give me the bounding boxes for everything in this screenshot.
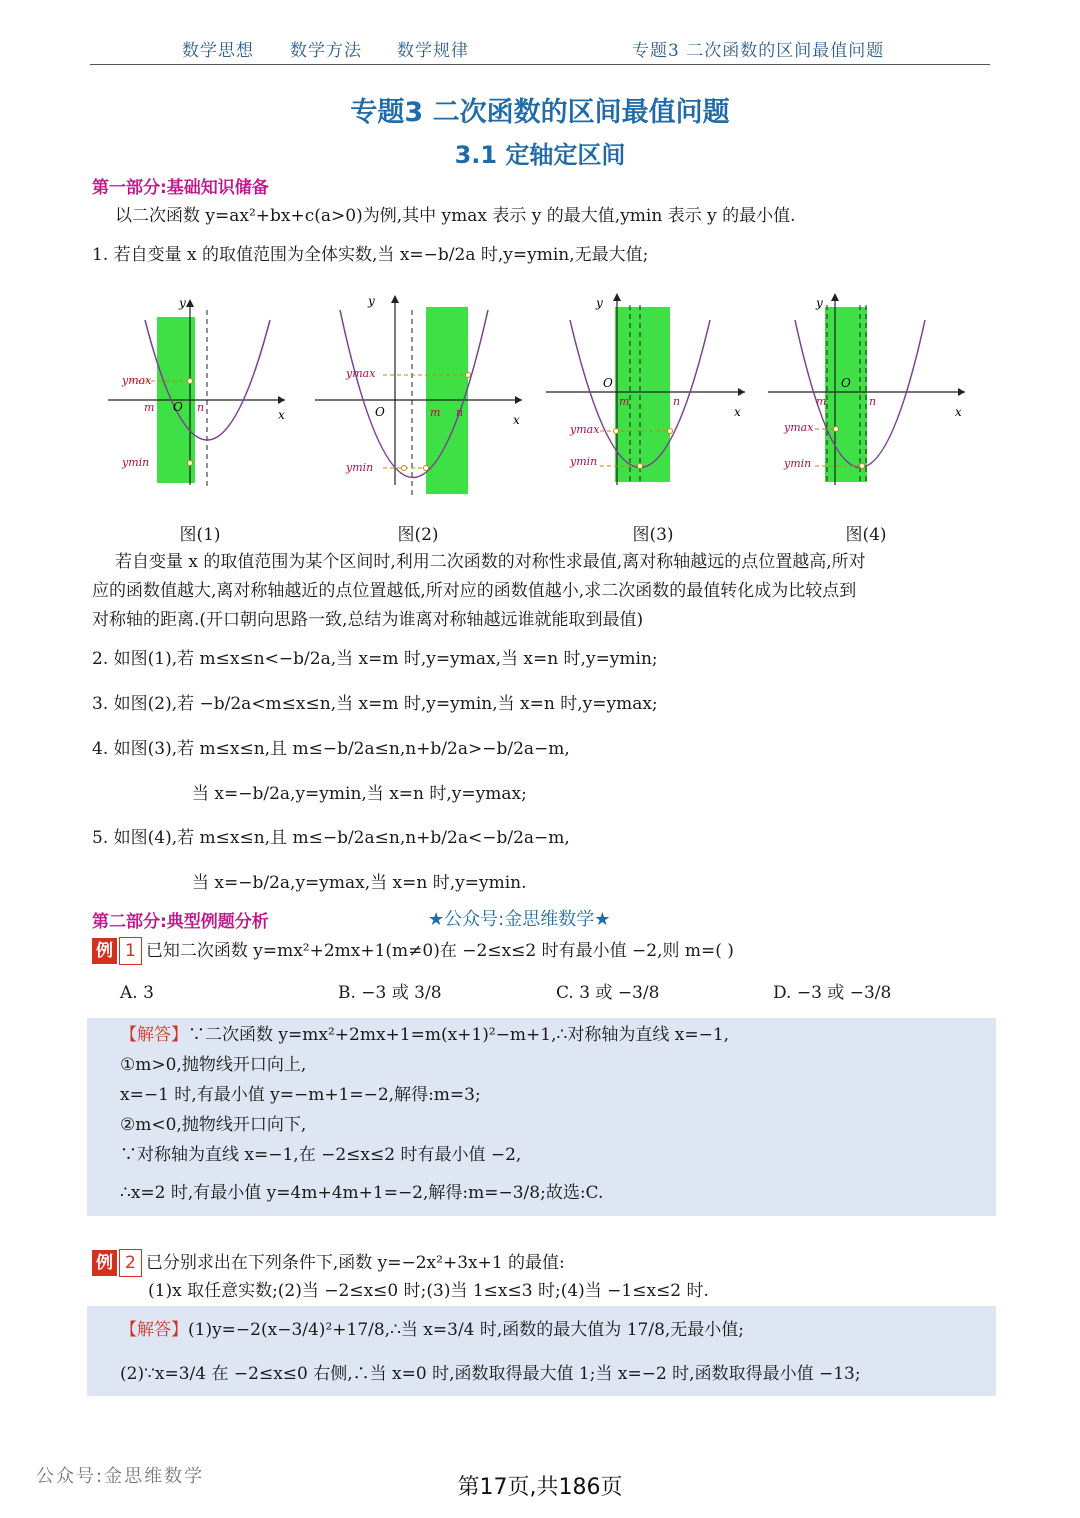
item-4: 4. 如图(3),若 m≤x≤n,且 m≤−b/2a≤n,n+b/2a>−b/2a−m, xyxy=(92,739,570,759)
point-ymax xyxy=(834,427,839,432)
solution-1-line-1 xyxy=(120,1022,729,1048)
solution-2-line-1 xyxy=(120,1317,744,1343)
y-arrow xyxy=(831,293,839,301)
solution-tag: 【解答】 xyxy=(120,1025,188,1045)
m-label: m xyxy=(816,395,827,408)
x-arrow xyxy=(958,388,965,396)
x-label: x xyxy=(734,405,741,419)
ymin-label: ymin xyxy=(346,461,374,474)
footer-wechat: 公众号:金思维数学 xyxy=(36,1466,205,1487)
solution-1-line-4: ②m<0,抛物线开口向下, xyxy=(120,1115,307,1135)
item-3: 3. 如图(2),若 −b/2a<m≤x≤n,当 x=m 时,y=ymin,当 x=n 时,y=ymax; xyxy=(92,694,658,714)
figure-3 xyxy=(546,293,745,485)
solution-1-line-2: ①m>0,抛物线开口向上, xyxy=(120,1055,307,1075)
ymin-label: ymin xyxy=(122,456,150,469)
figure-4 xyxy=(768,293,965,485)
part1-intro: 以二次函数 y=ax²+bx+c(a>0)为例,其中 ymax 表示 y 的最大值,ymin 表示 y 的最小值. xyxy=(115,206,796,226)
option-c: C. 3 或 −3/8 xyxy=(556,983,660,1003)
solution-1-line-3: x=−1 时,有最小值 y=−m+1=−2,解得:m=3; xyxy=(120,1085,481,1105)
figure-caption-4: 图(4) xyxy=(845,525,887,545)
example-question-text: 已知二次函数 y=mx²+2mx+1(m≠0)在 −2≤x≤2 时有最小值 −2,则 m=( ) xyxy=(145,941,734,961)
point-left xyxy=(402,466,407,471)
y-label: y xyxy=(596,296,603,310)
item-4-continued: 当 x=−b/2a,y=ymin,当 x=n 时,y=ymax; xyxy=(192,784,527,804)
solution-1-line-5: ∵对称轴为直线 x=−1,在 −2≤x≤2 时有最小值 −2, xyxy=(120,1145,522,1165)
option-d: D. −3 或 −3/8 xyxy=(773,983,892,1003)
solution-text: ∵二次函数 y=mx²+2mx+1=m(x+1)²−m+1,∴对称轴为直线 x=−1, xyxy=(188,1025,730,1045)
figures-panel xyxy=(100,285,980,510)
paragraph-line-3: 对称轴的距离.(开口朝向思路一致,总结为谁离对称轴越远谁就能取到最值) xyxy=(92,610,644,630)
point-mirror xyxy=(614,429,619,434)
x-label: x xyxy=(513,413,520,427)
n-label: n xyxy=(869,395,877,408)
point-ymin xyxy=(188,461,193,466)
point-ymin xyxy=(424,466,429,471)
figure-caption-2: 图(2) xyxy=(397,525,439,545)
page-number: 第17页,共186页 xyxy=(457,1475,623,1500)
ymax-label: ymax xyxy=(346,367,376,380)
example-label: 例 xyxy=(92,938,117,964)
header-tag-1: 数学思想 xyxy=(182,41,254,61)
part1-heading: 第一部分:基础知识储备 xyxy=(92,178,269,198)
point-ymax xyxy=(188,379,193,384)
header-divider xyxy=(90,64,990,65)
paragraph-line-1: 若自变量 x 的取值范围为某个区间时,利用二次函数的对称性求最值,离对称轴越远的点位置越高,所对 xyxy=(115,552,866,572)
y-label: y xyxy=(179,296,186,310)
origin-label: O xyxy=(841,376,851,390)
origin-label: O xyxy=(173,400,183,414)
example-question-text: 已分别求出在下列条件下,函数 y=−2x²+3x+1 的最值: xyxy=(145,1253,565,1273)
header-tag-2: 数学方法 xyxy=(290,41,362,61)
y-label: y xyxy=(816,296,823,310)
item-5-continued: 当 x=−b/2a,y=ymax,当 x=n 时,y=ymin. xyxy=(192,873,527,893)
n-label: n xyxy=(197,401,205,414)
example-number: 2 xyxy=(119,1249,142,1277)
figure-1 xyxy=(108,296,285,490)
point-ymax xyxy=(466,373,471,378)
solution-1-line-6: ∴x=2 时,有最小值 y=4m+4m+1=−2,解得:m=−3/8;故选:C. xyxy=(120,1183,604,1203)
figure-caption-1: 图(1) xyxy=(179,525,221,545)
page-title: 专题3 二次函数的区间最值问题 xyxy=(350,97,730,128)
x-arrow xyxy=(278,396,285,404)
solution-text: (1)y=−2(x−3/4)²+17/8,∴当 x=3/4 时,函数的最大值为 17/8,无最小值; xyxy=(188,1320,745,1340)
x-arrow xyxy=(515,396,522,404)
figure-2 xyxy=(315,294,522,497)
x-label: x xyxy=(278,408,285,422)
example-2-question xyxy=(92,1249,565,1277)
m-label: m xyxy=(619,395,630,408)
interval-band xyxy=(825,307,867,482)
option-b: B. −3 或 3/8 xyxy=(338,983,442,1003)
example-1-question xyxy=(92,937,734,965)
paragraph-line-2: 应的函数值越大,离对称轴越近的点位置越低,所对应的函数值越小,求二次函数的最值转化成为比较点到 xyxy=(92,581,857,601)
header-tag-3: 数学规律 xyxy=(397,41,469,61)
ymax-label: ymax xyxy=(570,423,600,436)
origin-label: O xyxy=(603,376,613,390)
example-number: 1 xyxy=(119,937,142,965)
page-subtitle: 3.1 定轴定区间 xyxy=(454,141,626,169)
header-chapter: 专题3 二次函数的区间最值问题 xyxy=(632,41,885,61)
m-label: m xyxy=(430,406,441,419)
wechat-banner: ★公众号:金思维数学★ xyxy=(428,909,611,930)
origin-label: O xyxy=(375,405,385,419)
y-arrow xyxy=(613,293,621,301)
ymax-label: ymax xyxy=(784,421,814,434)
y-arrow xyxy=(391,295,399,303)
y-label: y xyxy=(368,294,375,308)
item-2: 2. 如图(1),若 m≤x≤n<−b/2a,当 x=m 时,y=ymax,当 x=n 时,y=ymin; xyxy=(92,649,658,669)
option-a: A. 3 xyxy=(120,983,154,1003)
ymin-label: ymin xyxy=(784,457,812,470)
figure-caption-3: 图(3) xyxy=(632,525,674,545)
solution-tag: 【解答】 xyxy=(120,1320,188,1340)
example-label: 例 xyxy=(92,1250,117,1276)
n-label: n xyxy=(456,406,464,419)
item-1: 1. 若自变量 x 的取值范围为全体实数,当 x=−b/2a 时,y=ymin,无最大值; xyxy=(92,245,649,265)
ymin-label: ymin xyxy=(570,455,598,468)
example-2-subquestions: (1)x 取任意实数;(2)当 −2≤x≤0 时;(3)当 1≤x≤3 时;(4)当 −1≤x≤2 时. xyxy=(148,1281,709,1301)
item-5: 5. 如图(4),若 m≤x≤n,且 m≤−b/2a≤n,n+b/2a<−b/2a−m, xyxy=(92,828,570,848)
y-arrow xyxy=(186,299,194,307)
m-label: m xyxy=(144,401,155,414)
x-arrow xyxy=(738,388,745,396)
part2-heading: 第二部分:典型例题分析 xyxy=(92,912,269,932)
ymax-label: ymax xyxy=(122,374,152,387)
point-ymax xyxy=(668,429,673,434)
x-label: x xyxy=(955,405,962,419)
point-ymin xyxy=(860,464,865,469)
n-label: n xyxy=(673,395,681,408)
solution-2-line-2: (2)∵x=3/4 在 −2≤x≤0 右侧,∴当 x=0 时,函数取得最大值 1;当 x=−2 时,函数取得最小值 −13; xyxy=(120,1364,861,1384)
point-ymin xyxy=(638,464,643,469)
